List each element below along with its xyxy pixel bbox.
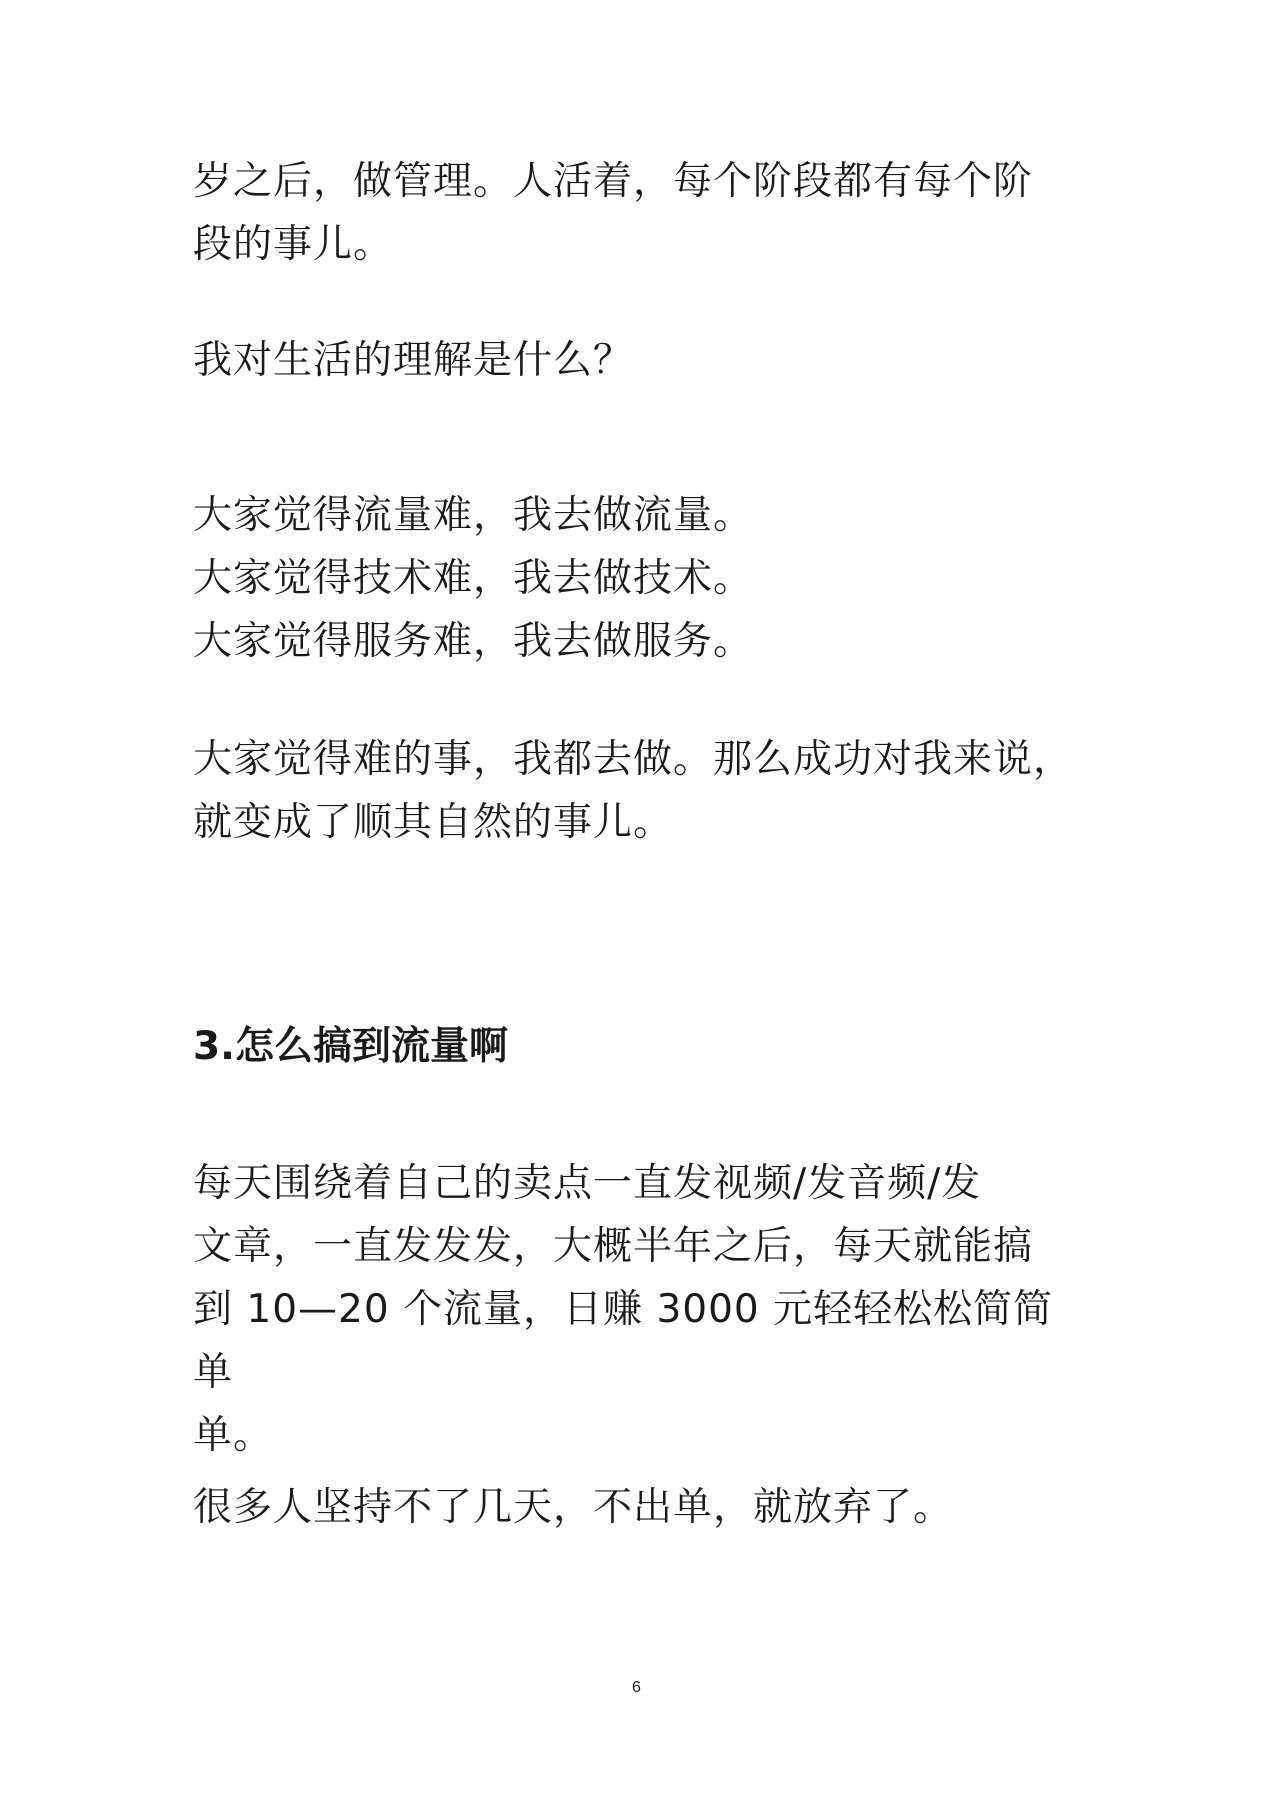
section-heading: 3.怎么搞到流量啊 — [193, 1024, 508, 1069]
paragraph-question: 我对生活的理解是什么？ — [193, 338, 634, 383]
page-number: 6 — [632, 1679, 641, 1696]
paragraph-give-up: 很多人坚持不了几天，不出单，就放弃了。 — [193, 1485, 954, 1530]
paragraph-success: 大家觉得难的事，我都去做。那么成功对我来说， 就变成了顺其自然的事儿。 — [193, 737, 1074, 845]
paragraph-stage-of-life: 岁之后，做管理。人活着，每个阶段都有每个阶 段的事儿。 — [193, 159, 1034, 267]
paragraph-traffic-method: 每天围绕着自己的卖点一直发视频/发音频/发 文章，一直发发发，大概半年之后，每天就能搞 到 10—20 个流量，日赚 3000 元轻轻松松简简单 单。 — [193, 1161, 1054, 1458]
paragraph-difficulties: 大家觉得流量难，我去做流量。 大家觉得技术难，我去做技术。 大家觉得服务难，我去做服务。 — [193, 493, 754, 664]
